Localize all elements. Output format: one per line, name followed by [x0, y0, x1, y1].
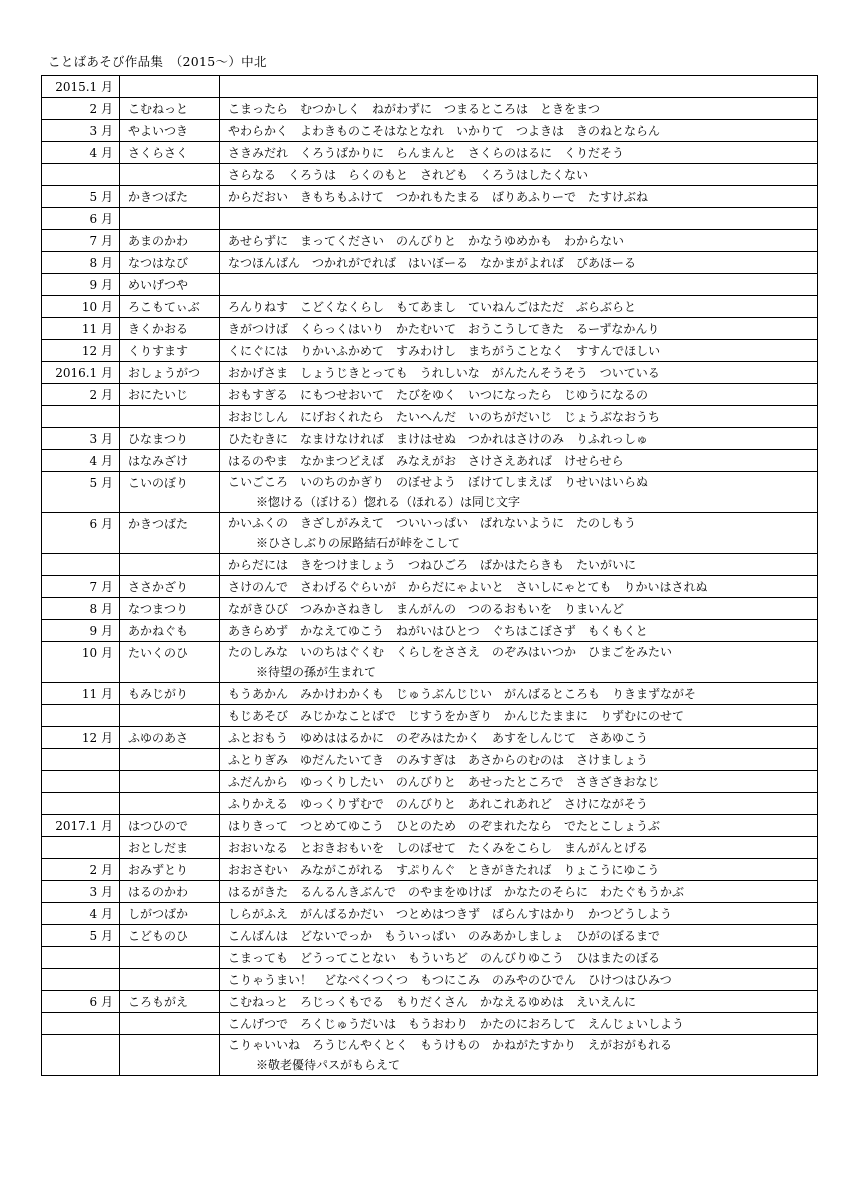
season-title-cell: あまのかわ [120, 230, 220, 252]
poem-text: はるがきた るんるんきぶんで のやまをゆけば かなたのそらに わたぐもうかぶ [228, 884, 685, 899]
table-row [42, 991, 818, 1013]
table-row [42, 296, 818, 318]
date-cell: 7 月 [42, 230, 120, 252]
table-row [42, 318, 818, 340]
date-cell: 6 月 [42, 208, 120, 230]
poem-text: はりきって つとめてゆこう ひとのため のぞまれたなら でたとこしょうぶ [228, 818, 661, 833]
poem-text: こまっても どうってことない もういちど のんびりゆこう ひはまたのぼる [228, 950, 661, 965]
table-row [42, 903, 818, 925]
table-row [42, 1035, 818, 1076]
poem-text: ふりかえる ゆっくりずむで のんびりと あれこれあれど さけにながそう [228, 796, 648, 811]
season-title-cell: めいげつや [120, 274, 220, 296]
table-row [42, 727, 818, 749]
poem-text: こいごころ いのちのかぎり のぼせよう ぼけてしまえば りせいはいらぬ [228, 475, 649, 489]
season-title-cell: おみずとり [120, 859, 220, 881]
poem-text: くにぐには りかいふかめて すみわけし まちがうことなく すすんでほしい [228, 343, 661, 358]
season-title-cell: さくらさく [120, 142, 220, 164]
date-cell: 9 月 [42, 274, 120, 296]
poem-text: はるのやま なかまつどえば みなえがお さけさえあれば けせらせら [228, 453, 624, 468]
table-row [42, 1013, 818, 1035]
poem-text: ろんりねす こどくなくらし もてあまし ていねんごはただ ぶらぶらと [228, 299, 637, 314]
poem-note: ※惚ける（ぼける）惚れる（ほれる）は同じ文字 [256, 495, 521, 509]
table-row [42, 749, 818, 771]
poem-cell [220, 683, 818, 705]
date-cell [42, 837, 120, 859]
poem-cell [220, 793, 818, 815]
date-cell [42, 947, 120, 969]
table-row [42, 554, 818, 576]
season-title-cell [120, 771, 220, 793]
season-title-cell: ひなまつり [120, 428, 220, 450]
table-row [42, 98, 818, 120]
table-row [42, 881, 818, 903]
page-title: ことばあそび作品集 （2015〜）中北 [48, 54, 267, 69]
poem-text: ふとおもう ゆめははるかに のぞみはたかく あすをしんじて さあゆこう [228, 730, 649, 745]
poem-text: こんげつで ろくじゅうだいは もうおわり かたのにおろして えんじょいしよう [228, 1016, 685, 1031]
date-cell [42, 164, 120, 186]
season-title-cell: ろこもてぃぶ [120, 296, 220, 318]
table-row [42, 252, 818, 274]
season-title-cell [120, 554, 220, 576]
poem-cell [220, 384, 818, 406]
date-cell [42, 749, 120, 771]
season-title-cell: おにたいじ [120, 384, 220, 406]
poem-text: こりゃいいね ろうじんやくとく もうけもの かねがたすかり えがおがもれる [228, 1038, 673, 1052]
poem-text: もじあそび みじかなことばで じすうをかぎり かんじたままに りずむにのせて [228, 708, 685, 723]
season-title-cell [120, 969, 220, 991]
table-row [42, 340, 818, 362]
poem-cell [220, 749, 818, 771]
poem-cell [220, 450, 818, 472]
works-table-body [42, 76, 818, 1076]
table-row [42, 683, 818, 705]
poem-text: こまったら むつかしく ねがわずに つまるところは ときをまつ [228, 101, 601, 116]
season-title-cell: なつはなび [120, 252, 220, 274]
table-row [42, 384, 818, 406]
poem-cell [220, 208, 818, 230]
poem-cell [220, 318, 818, 340]
poem-cell [220, 406, 818, 428]
poem-cell [220, 98, 818, 120]
poem-cell [220, 186, 818, 208]
poem-cell [220, 947, 818, 969]
poem-cell [220, 815, 818, 837]
season-title-cell [120, 76, 220, 98]
season-title-cell: かきつばた [120, 513, 220, 554]
date-cell [42, 793, 120, 815]
table-row [42, 620, 818, 642]
date-cell: 4 月 [42, 142, 120, 164]
table-row [42, 859, 818, 881]
table-row [42, 208, 818, 230]
table-row [42, 406, 818, 428]
date-cell: 6 月 [42, 991, 120, 1013]
poem-text: もうあかん みかけわかくも じゅうぶんじじい がんばるところも りきまずながそ [228, 686, 697, 701]
table-row [42, 793, 818, 815]
poem-cell [220, 472, 818, 513]
date-cell: 11 月 [42, 683, 120, 705]
date-cell: 12 月 [42, 340, 120, 362]
date-cell: 10 月 [42, 642, 120, 683]
season-title-cell [120, 1013, 220, 1035]
date-cell: 2016.1 月 [42, 362, 120, 384]
date-cell: 10 月 [42, 296, 120, 318]
date-cell [42, 969, 120, 991]
table-row [42, 705, 818, 727]
poem-text: おかげさま しょうじきとっても うれしいな がんたんそうそう ついている [228, 365, 660, 380]
date-cell [42, 771, 120, 793]
poem-cell [220, 991, 818, 1013]
table-row [42, 576, 818, 598]
works-table [41, 75, 818, 1076]
season-title-cell: くりすます [120, 340, 220, 362]
poem-cell [220, 705, 818, 727]
table-row [42, 815, 818, 837]
date-cell: 5 月 [42, 186, 120, 208]
poem-cell [220, 513, 818, 554]
poem-cell [220, 642, 818, 683]
poem-text: こんばんは どないでっか もういっぱい のみあかしましょ ひがのぼるまで [228, 928, 661, 943]
poem-note: ※待望の孫が生まれて [256, 665, 377, 679]
date-cell: 5 月 [42, 472, 120, 513]
poem-note: ※敬老優待パスがもらえて [256, 1058, 401, 1072]
date-cell: 2 月 [42, 859, 120, 881]
poem-cell [220, 837, 818, 859]
poem-text: からだには きをつけましょう つねひごろ ばかはたらきも たいがいに [228, 557, 637, 572]
poem-text: ふだんから ゆっくりしたい のんびりと あせったところで さきざきおなじ [228, 774, 660, 789]
poem-cell [220, 428, 818, 450]
table-row [42, 76, 818, 98]
date-cell: 3 月 [42, 881, 120, 903]
poem-cell [220, 296, 818, 318]
poem-cell [220, 903, 818, 925]
table-row [42, 969, 818, 991]
poem-text: ながきひび つみかさねきし まんがんの つのるおもいを りまいんど [228, 601, 625, 616]
table-row [42, 230, 818, 252]
season-title-cell: ささかざり [120, 576, 220, 598]
table-row [42, 947, 818, 969]
season-title-cell: あかねぐも [120, 620, 220, 642]
poem-cell [220, 576, 818, 598]
poem-cell [220, 598, 818, 620]
table-row [42, 274, 818, 296]
season-title-cell [120, 208, 220, 230]
poem-cell [220, 252, 818, 274]
poem-text: おもすぎる にもつせおいて たびをゆく いつになったら じゆうになるの [228, 387, 649, 402]
season-title-cell: こいのぼり [120, 472, 220, 513]
date-cell: 9 月 [42, 620, 120, 642]
poem-cell [220, 164, 818, 186]
poem-text: たのしみな いのちはぐくむ くらしをささえ のぞみはいつか ひまごをみたい [228, 645, 673, 659]
season-title-cell: きくかおる [120, 318, 220, 340]
date-cell: 8 月 [42, 598, 120, 620]
season-title-cell: なつまつり [120, 598, 220, 620]
date-cell: 6 月 [42, 513, 120, 554]
season-title-cell: はつひので [120, 815, 220, 837]
poem-text: ふとりぎみ ゆだんたいてき のみすぎは あさからのむのは さけましょう [228, 752, 649, 767]
poem-cell [220, 142, 818, 164]
date-cell: 4 月 [42, 450, 120, 472]
poem-cell [220, 727, 818, 749]
poem-text: こりゃうまい！ どなべくつくつ もつにこみ のみやのひでん ひけつはひみつ [228, 972, 672, 987]
season-title-cell [120, 406, 220, 428]
season-title-cell [120, 749, 220, 771]
season-title-cell [120, 705, 220, 727]
season-title-cell: やよいつき [120, 120, 220, 142]
table-row [42, 362, 818, 384]
season-title-cell [120, 947, 220, 969]
poem-text: あきらめず かなえてゆこう ねがいはひとつ ぐちはこぼさず もくもくと [228, 623, 648, 638]
poem-text: あせらずに まってください のんびりと かなうゆめかも わからない [228, 233, 625, 248]
poem-cell [220, 969, 818, 991]
table-row [42, 142, 818, 164]
table-row [42, 598, 818, 620]
table-row [42, 164, 818, 186]
date-cell: 5 月 [42, 925, 120, 947]
poem-cell [220, 230, 818, 252]
poem-cell [220, 620, 818, 642]
poem-text: おおじしん にげおくれたら たいへんだ いのちがだいじ じょうぶなおうち [228, 409, 661, 424]
poem-text: しらがふえ がんばるかだい つとめはつきず ばらんすはかり かつどうしよう [228, 906, 673, 921]
season-title-cell: もみじがり [120, 683, 220, 705]
season-title-cell: はなみざけ [120, 450, 220, 472]
poem-cell [220, 1013, 818, 1035]
poem-note: ※ひさしぶりの尿路結石が峠をこして [256, 536, 461, 550]
season-title-cell: ころもがえ [120, 991, 220, 1013]
date-cell [42, 1035, 120, 1076]
season-title-cell: たいくのひ [120, 642, 220, 683]
poem-cell [220, 1035, 818, 1076]
table-row [42, 771, 818, 793]
date-cell: 7 月 [42, 576, 120, 598]
table-row [42, 642, 818, 683]
poem-cell [220, 340, 818, 362]
poem-cell [220, 120, 818, 142]
poem-text: さけのんで さわげるぐらいが からだにゃよいと さいしにゃとても りかいはされぬ [228, 579, 708, 594]
poem-text: からだおい きもちもふけて つかれもたまる ばりあふりーで たすけぶね [228, 189, 649, 204]
date-cell: 3 月 [42, 428, 120, 450]
season-title-cell: こどものひ [120, 925, 220, 947]
date-cell: 2015.1 月 [42, 76, 120, 98]
season-title-cell: ふゆのあさ [120, 727, 220, 749]
season-title-cell [120, 164, 220, 186]
date-cell [42, 406, 120, 428]
date-cell [42, 705, 120, 727]
poem-cell [220, 925, 818, 947]
date-cell: 2 月 [42, 98, 120, 120]
poem-text: なつほんばん つかれがでれば はいぼーる なかまがよれば びあほーる [228, 255, 637, 270]
date-cell [42, 554, 120, 576]
table-row [42, 450, 818, 472]
poem-cell [220, 859, 818, 881]
poem-cell [220, 362, 818, 384]
poem-cell [220, 771, 818, 793]
date-cell: 12 月 [42, 727, 120, 749]
season-title-cell: おしょうがつ [120, 362, 220, 384]
poem-text: さきみだれ くろうばかりに らんまんと さくらのはるに くりだそう [228, 145, 625, 160]
poem-cell [220, 554, 818, 576]
table-row [42, 513, 818, 554]
date-cell: 2017.1 月 [42, 815, 120, 837]
table-row [42, 837, 818, 859]
poem-text: おおいなる とおきおもいを しのばせて たくみをこらし まんがんとげる [228, 840, 649, 855]
poem-text: こむねっと ろじっくもでる もりだくさん かなえるゆめは えいえんに [228, 994, 637, 1009]
season-title-cell: こむねっと [120, 98, 220, 120]
date-cell: 3 月 [42, 120, 120, 142]
poem-text: ひたむきに なまけなければ まけはせぬ つかれはさけのみ りふれっしゅ [228, 431, 649, 446]
date-cell: 2 月 [42, 384, 120, 406]
table-row [42, 120, 818, 142]
table-row [42, 186, 818, 208]
poem-text: やわらかく よわきものこそはなとなれ いかりて つよきは きのねとならん [228, 123, 661, 138]
date-cell: 4 月 [42, 903, 120, 925]
poem-text: さらなる くろうは らくのもと されども くろうはしたくない [228, 167, 589, 182]
table-row [42, 428, 818, 450]
table-row [42, 472, 818, 513]
table-row [42, 925, 818, 947]
season-title-cell: しがつばか [120, 903, 220, 925]
poem-cell [220, 274, 818, 296]
poem-text: きがつけば くらっくはいり かたむいて おうこうしてきた るーずなかんり [228, 321, 660, 336]
poem-text: おおさむい みながこがれる すぷりんぐ ときがきたれば りょこうにゆこう [228, 862, 660, 877]
poem-cell [220, 76, 818, 98]
season-title-cell: かきつばた [120, 186, 220, 208]
poem-text: かいふくの きざしがみえて ついいっぱい ばれないように たのしもう [228, 516, 637, 530]
season-title-cell [120, 793, 220, 815]
date-cell: 11 月 [42, 318, 120, 340]
poem-cell [220, 881, 818, 903]
date-cell [42, 1013, 120, 1035]
season-title-cell [120, 1035, 220, 1076]
season-title-cell: はるのかわ [120, 881, 220, 903]
season-title-cell: おとしだま [120, 837, 220, 859]
date-cell: 8 月 [42, 252, 120, 274]
